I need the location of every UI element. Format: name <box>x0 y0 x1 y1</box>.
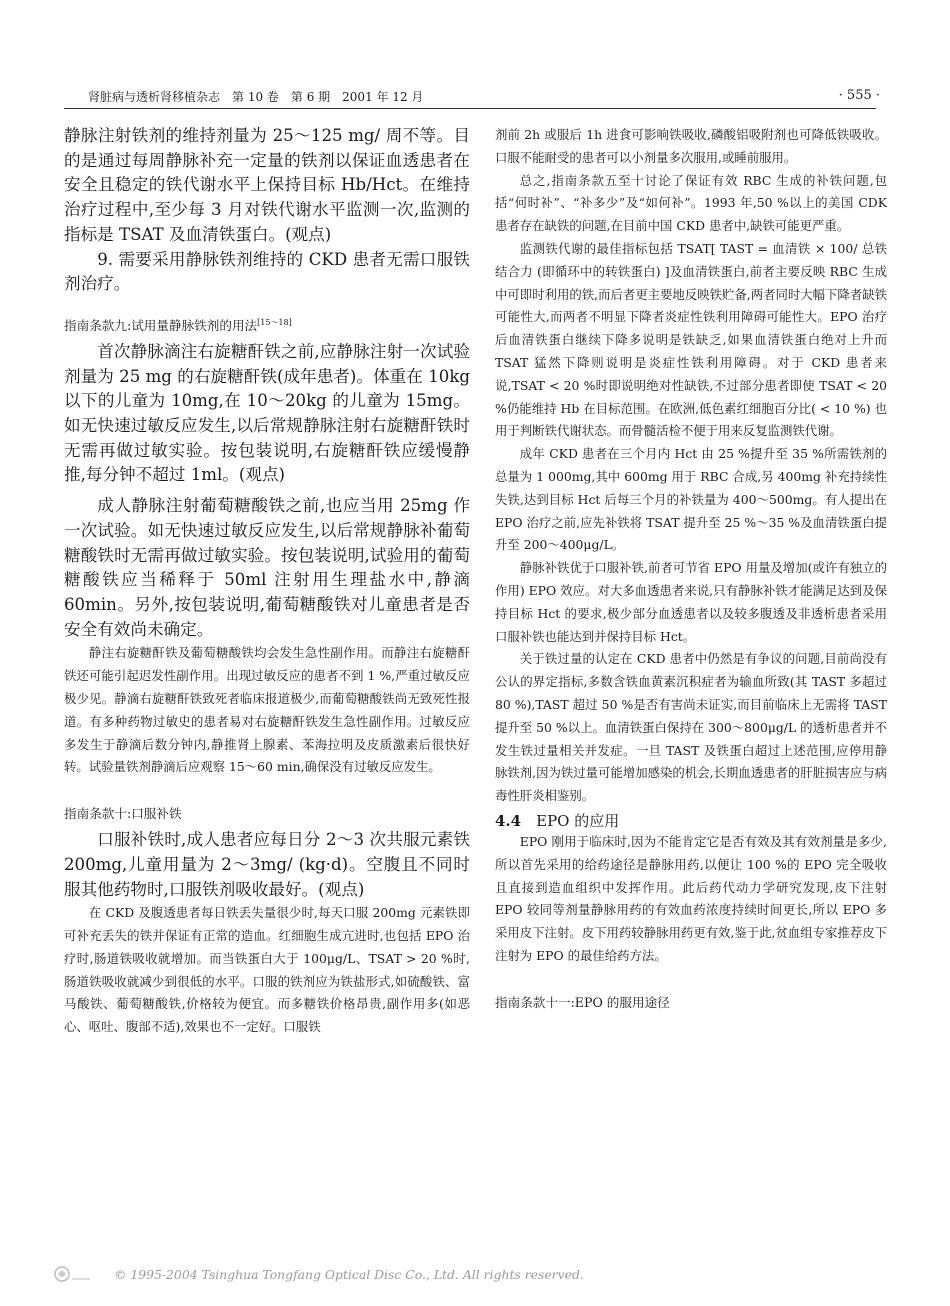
section-title: EPO 的应用 <box>536 811 620 830</box>
guideline-heading-9 <box>64 315 470 334</box>
guideline-heading-9-text: 指南条款九:试用量静脉铁剂的用法 <box>64 317 258 333</box>
paragraph-oral-iron: 口服补铁时,成人患者应每日分 2～3 次共服元素铁 200mg,儿童用量为 2～3mg/ (kg·d)。空腹且不同时服其他药物时,口服铁剂吸收最好。(观点) <box>64 830 470 899</box>
paragraph-continuation: 剂前 2h 或服后 1h 进食可影响铁吸收,磷酸铝吸附剂也可降低铁吸收。口服不能耐受的患者可以小剂量多次服用,或睡前服用。 <box>495 127 887 165</box>
paragraph-summary: 总之,指南条款五至十讨论了保证有效 RBC 生成的补铁问题,包括“何时补”、“补多少”及“如何补”。1993 年,50 %以上的美国 CDK 患者存在缺铁的问题,在目前中国 CKD 患者中,缺铁可能更严重。 <box>495 172 887 234</box>
paragraph-iron-overload: 关于铁过量的认定在 CKD 患者中仍然是有争议的问题,目前尚没有公认的界定指标,多数含铁血黄素沉积症者为输血所致(其 TAST 多超过 80 %),TAST 超过 50 %是否有害尚未证实,而目前临床上无需将 TAST 提升至 50 %以上。血清铁蛋白保持在 300～800μg/L 的透析患者并不发生铁过量相关并发症。一旦 TAST 及铁蛋白超过上述范围,应停用静脉铁剂,因为铁过量可能增加感染的机会,长期血透患者的肝脏损害应与病毒性肝炎相鉴别。 <box>495 651 887 804</box>
publisher-logo-icon <box>52 1264 92 1284</box>
guideline-heading-10: 指南条款十:口服补铁 <box>64 806 182 822</box>
guideline-heading-11: 指南条款十一:EPO 的服用途径 <box>495 994 670 1010</box>
left-column <box>64 124 470 1039</box>
header-rule <box>64 108 876 109</box>
paragraph-oral-iron-detail: 在 CKD 及腹透患者每日铁丢失量很少时,每天口服 200mg 元素铁即可补充丢失的铁并保证有正常的造血。红细胞生成亢进时,也包括 EPO 治疗时,肠道铁吸收就增加。而当铁蛋白大于 100μg/L、TSAT > 20 %时,肠道铁吸收就减少到很低的水平。口服的铁剂应为铁盐形式,如硫酸铁、富马酸铁、葡萄糖酸铁,价格较为便宜。而多糖铁价格昂贵,副作用多(如恶心、呕吐、腹部不适),效果也不一定好。口服铁 <box>64 905 470 1035</box>
paragraph-item-9: 9. 需要采用静脉铁剂维持的 CKD 患者无需口服铁剂治疗。 <box>64 249 470 294</box>
copyright-notice: © 1995-2004 Tsinghua Tongfang Optical Disc Co., Ltd. All rights reserved. <box>114 1267 584 1282</box>
paragraph-iron-dextran: 首次静脉滴注右旋糖酐铁之前,应静脉注射一次试验剂量为 25 mg 的右旋糖酐铁(成年患者)。体重在 10kg 以下的儿童为 10mg,在 10～20kg 的儿童为 15mg。如无快速过敏反应发生,以后常规静脉注射右旋糖酐铁时无需再做过敏实验。按包装说明,右旋糖酐铁应缓慢静推,每分钟不超过 1ml。(观点) <box>64 341 470 485</box>
page-number: · 555 · <box>838 88 880 103</box>
section-heading-4-4 <box>495 810 887 831</box>
running-header <box>88 88 880 108</box>
paragraph-side-effects: 静注右旋糖酐铁及葡萄糖酸铁均会发生急性副作用。而静注右旋糖酐铁还可能引起迟发性副作用。出现过敏反应的患者不到 1 %,严重过敏反应极少见。静滴右旋糖酐铁致死者临床报道极少,而葡萄糖酸铁尚无致死性报道。有多种药物过敏史的患者易对右旋糖酐铁发生急性副作用。过敏反应多发生于静滴后数分钟内,静推肾上腺素、苯海拉明及皮质激素后很快好转。试验量铁剂静滴后应观察 15～60 min,确保没有过敏反应发生。 <box>64 645 470 775</box>
paragraph-maintenance-dose: 静脉注射铁剂的维持剂量为 25～125 mg/ 周不等。目的是通过每周静脉补充一定量的铁剂以保证血透患者在安全且稳定的铁代谢水平上保持目标 Hb/Hct。在维持治疗过程中,至少每 3 月对铁代谢水平监测一次,监测的指标是 TSAT 及血清铁蛋白。(观点) <box>64 126 470 244</box>
journal-title: 肾脏病与透析肾移植杂志 第 10 卷 第 6 期 2001 年 12 月 <box>88 90 424 104</box>
paragraph-adult-iron-total: 成年 CKD 患者在三个月内 Hct 由 25 %提升至 35 %所需铁剂的总量为 1 000mg,其中 600mg 用于 RBC 合成,另 400mg 补充持续性失铁,达到目标 Hct 后每三个月的补铁量为 400～500mg。有人提出在 EPO 治疗之前,应先补铁将 TSAT 提升至 25 %～35 %及血清铁蛋白提升至 200～400μg/L。 <box>495 446 887 553</box>
right-column <box>495 124 887 1011</box>
paragraph-ferric-gluconate: 成人静脉注射葡萄糖酸铁之前,也应当用 25mg 作一次试验。如无快速过敏反应发生,以后常规静脉补葡萄糖酸铁时无需再做过敏实验。按包装说明,试验用的葡萄糖酸铁应当稀释于 50ml 注射用生理盐水中,静滴 60min。另外,按包装说明,葡萄糖酸铁对儿童患者是否安全有效尚未确定。 <box>64 496 470 639</box>
section-number: 4.4 <box>495 811 522 830</box>
page-footer <box>52 1264 932 1284</box>
paragraph-epo: EPO 刚用于临床时,因为不能肯定它是否有效及其有效剂量是多少,所以首先采用的给药途径是静脉用药,以便让 100 %的 EPO 完全吸收且直接到造血组织中发挥作用。此后药代动力学研究发现,皮下注射 EPO 较同等剂量静脉用药的有效血药浓度持续时间更长,所以 EPO 多采用皮下注射。皮下用药较静脉用药更有效,鉴于此,贫血组专家推荐皮下注射为 EPO 的最佳给药方法。 <box>495 833 887 963</box>
paragraph-iv-vs-oral: 静脉补铁优于口服补铁,前者可节省 EPO 用量及增加(或许有独立的作用) EPO 效应。对大多血透患者来说,只有静脉补铁才能满足达到及保持目标 Hct 的要求,极少部分血透患者以及较多腹透及非透析患者采用口服补铁也能达到并保持目标 Hct。 <box>495 560 887 644</box>
citation-ref: [15～18] <box>257 317 292 327</box>
paragraph-monitoring: 监测铁代谢的最佳指标包括 TSAT[ TAST = 血清铁 × 100/ 总铁结合力 (即循环中的转铁蛋白) ]及血清铁蛋白,前者主要反映 RBC 生成中可即时利用的铁,而后者更主要地反映铁贮备,两者同时大幅下降者缺铁可能性大,而两者不明显下降者炎症性铁利用障碍可能性大。EPO 治疗后血清铁蛋白继续下降多说明是铁缺乏,如果血清铁蛋白绝对上升而 TSAT 猛然下降则说明是炎症性铁利用障碍。对于 CKD 患者来说,TSAT < 20 %时即说明绝对性缺铁,不过部分患者即使 TSAT < 20 %仍能维持 Hb 在目标范围。在欧洲,低色素红细胞百分比( < 10 %) 也用于判断铁代谢状态。而骨髓活检不便于用来反复监测铁代谢。 <box>495 240 887 439</box>
